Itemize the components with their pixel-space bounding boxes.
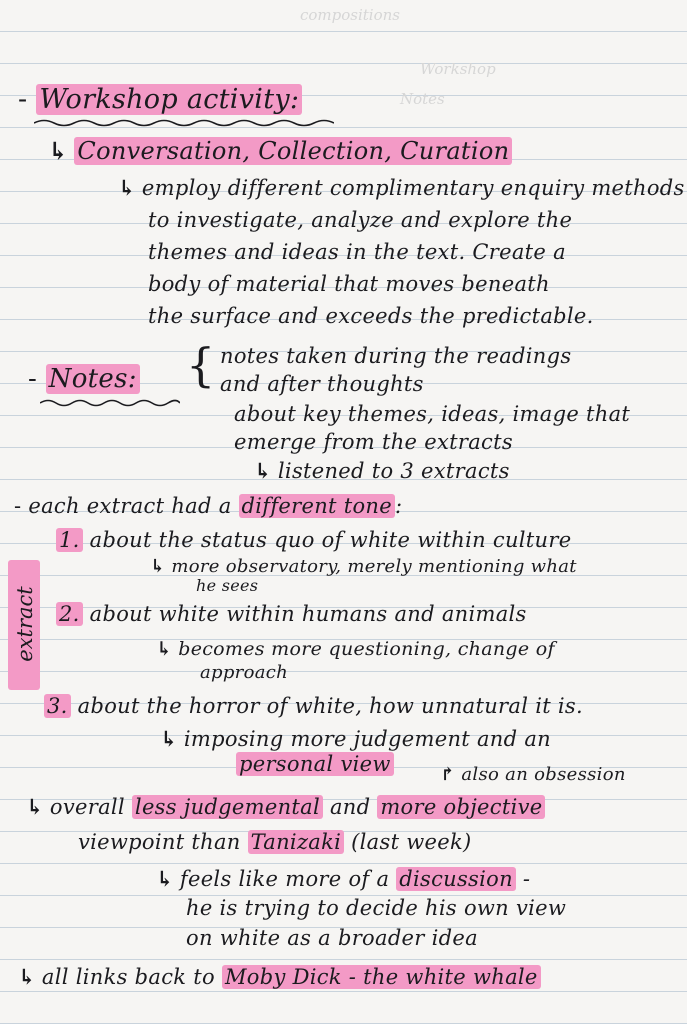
- description-line: themes and ideas in the text. Create a: [148, 240, 566, 264]
- obsession-note: ↱ also an obsession: [440, 764, 626, 785]
- hook-arrow-icon: ↳: [18, 964, 36, 989]
- hook-arrow-icon: ↳: [160, 726, 178, 751]
- ghost-text: compositions: [300, 6, 400, 24]
- extract-1: 1. about the status quo of white within culture: [56, 528, 571, 552]
- page-heading: Workshop activity:: [36, 84, 302, 115]
- ghost-text: Workshop: [420, 60, 496, 78]
- hook-arrow-icon: ↳: [118, 175, 136, 200]
- hook-arrow-icon: ↳: [48, 136, 69, 165]
- hook-arrow-icon: ↳: [150, 556, 166, 577]
- description-line: ↳ employ different complimentary enquiry methods: [118, 175, 685, 200]
- methods-text: Conversation, Collection, Curation: [74, 137, 512, 165]
- discussion-line: he is trying to decide his own view: [186, 896, 567, 920]
- notes-item: notes taken during the readings: [220, 344, 572, 368]
- overall-line: viewpoint than Tanizaki (last week): [78, 830, 472, 854]
- notes-item: emerge from the extracts: [234, 430, 513, 454]
- discussion-line: ↳ feels like more of a discussion -: [156, 866, 531, 891]
- description-line: body of material that moves beneath: [148, 272, 550, 296]
- description-line: the surface and exceeds the predictable.: [148, 304, 594, 328]
- notes-line: - Notes:: [28, 364, 140, 394]
- tone-intro: - each extract had a different tone :: [14, 494, 403, 518]
- extract-2-note: ↳ becomes more questioning, change of: [156, 638, 555, 660]
- notes-item: about key themes, ideas, image that: [234, 402, 631, 426]
- notes-underline: [40, 398, 180, 408]
- final-line: ↳ all links back to Moby Dick - the white whale: [18, 964, 541, 989]
- hook-arrow-icon: ↳: [156, 638, 173, 660]
- extract-side-label: extract: [8, 560, 40, 690]
- notes-label: Notes:: [46, 364, 140, 394]
- hook-arrow-icon: ↳: [156, 866, 174, 891]
- extract-3-note: ↳ imposing more judgement and an: [160, 726, 551, 751]
- extract-3-note: personal view: [236, 752, 394, 776]
- overall-line: ↳ overall less judgemental and more objective: [26, 794, 545, 819]
- ghost-text: Notes: [400, 90, 445, 108]
- hook-arrow-icon: ↳: [254, 458, 272, 483]
- extract-1-note: ↳ more observatory, merely mentioning what: [150, 556, 577, 577]
- extract-3: 3. about the horror of white, how unnatural it is.: [44, 694, 583, 718]
- extract-2: 2. about white within humans and animals: [56, 602, 527, 626]
- description-line: to investigate, analyze and explore the: [148, 208, 573, 232]
- heading-line: - Workshop activity:: [18, 84, 302, 115]
- methods-line: [48, 136, 512, 165]
- notes-item: ↳ listened to 3 extracts: [254, 458, 510, 483]
- heading-underline: [34, 118, 334, 128]
- brace-icon: {: [186, 338, 216, 392]
- discussion-line: on white as a broader idea: [186, 926, 478, 950]
- hook-arrow-icon: ↱: [440, 764, 456, 785]
- extract-1-note: he sees: [196, 576, 259, 595]
- hook-arrow-icon: ↳: [26, 794, 44, 819]
- extract-2-note: approach: [200, 662, 289, 683]
- notes-item: and after thoughts: [220, 372, 424, 396]
